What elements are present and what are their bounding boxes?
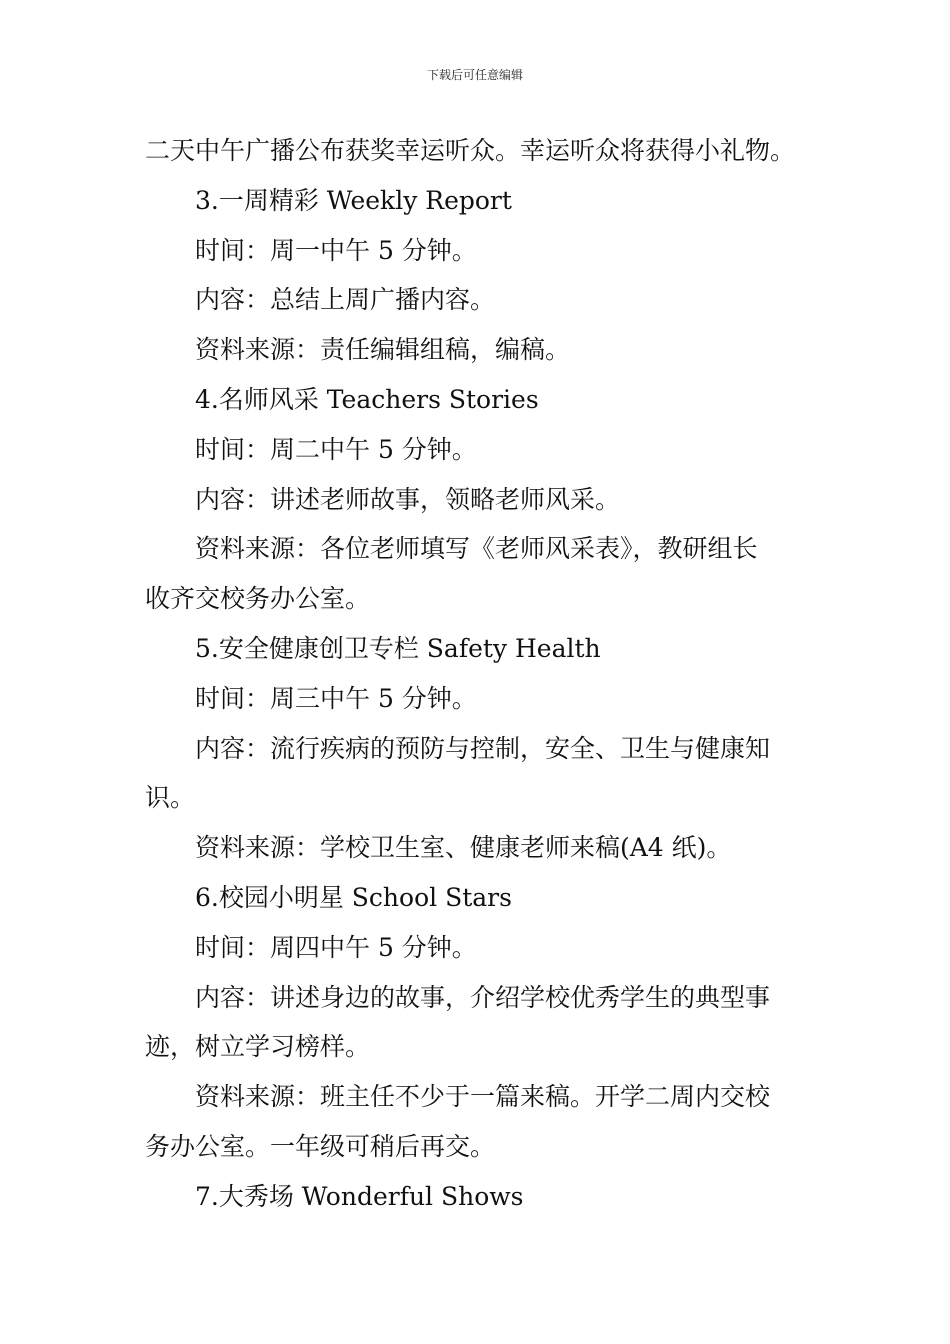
text-line: 资料来源：学校卫生室、健康老师来稿(A4 纸)。 [195, 833, 732, 863]
text-line: 收齐交校务办公室。 [145, 584, 371, 614]
text-line: 内容：总结上周广播内容。 [195, 285, 496, 315]
page-header: 下载后可任意编辑 [426, 68, 523, 82]
text-line: 二天中午广播公布获奖幸运听众。幸运听众将获得小礼物。 [145, 136, 796, 165]
text-line: 资料来源：责任编辑组稿，编稿。 [195, 335, 571, 365]
section-heading-school-stars: 6.校园小明星 School Stars [195, 882, 512, 912]
text-line: 资料来源：各位老师填写《老师风采表》，教研组长 [195, 534, 758, 564]
document-body [145, 126, 810, 1222]
text-line: 内容：讲述老师故事，领略老师风采。 [195, 484, 621, 514]
section-heading-wonderful-shows: 7.大秀场 Wonderful Shows [195, 1181, 524, 1211]
text-line: 内容：流行疾病的预防与控制，安全、卫生与健康知 [195, 733, 771, 763]
text-line: 时间：周四中午 5 分钟。 [195, 932, 477, 962]
section-heading-weekly-report: 3.一周精彩 Weekly Report [195, 185, 512, 215]
text-line: 务办公室。一年级可稍后再交。 [145, 1131, 496, 1161]
text-line: 时间：周二中午 5 分钟。 [195, 434, 477, 464]
section-heading-safety-health: 5.安全健康创卫专栏 Safety Health [195, 633, 601, 663]
text-line: 时间：周三中午 5 分钟。 [195, 683, 477, 713]
text-line: 内容：讲述身边的故事，介绍学校优秀学生的典型事 [195, 982, 771, 1012]
text-line: 时间：周一中午 5 分钟。 [195, 235, 477, 265]
text-line: 识。 [145, 783, 196, 813]
text-line: 资料来源：班主任不少于一篇来稿。开学二周内交校 [195, 1082, 771, 1112]
section-heading-teachers-stories: 4.名师风采 Teachers Stories [195, 384, 539, 414]
text-line: 迹，树立学习榜样。 [145, 1032, 371, 1062]
